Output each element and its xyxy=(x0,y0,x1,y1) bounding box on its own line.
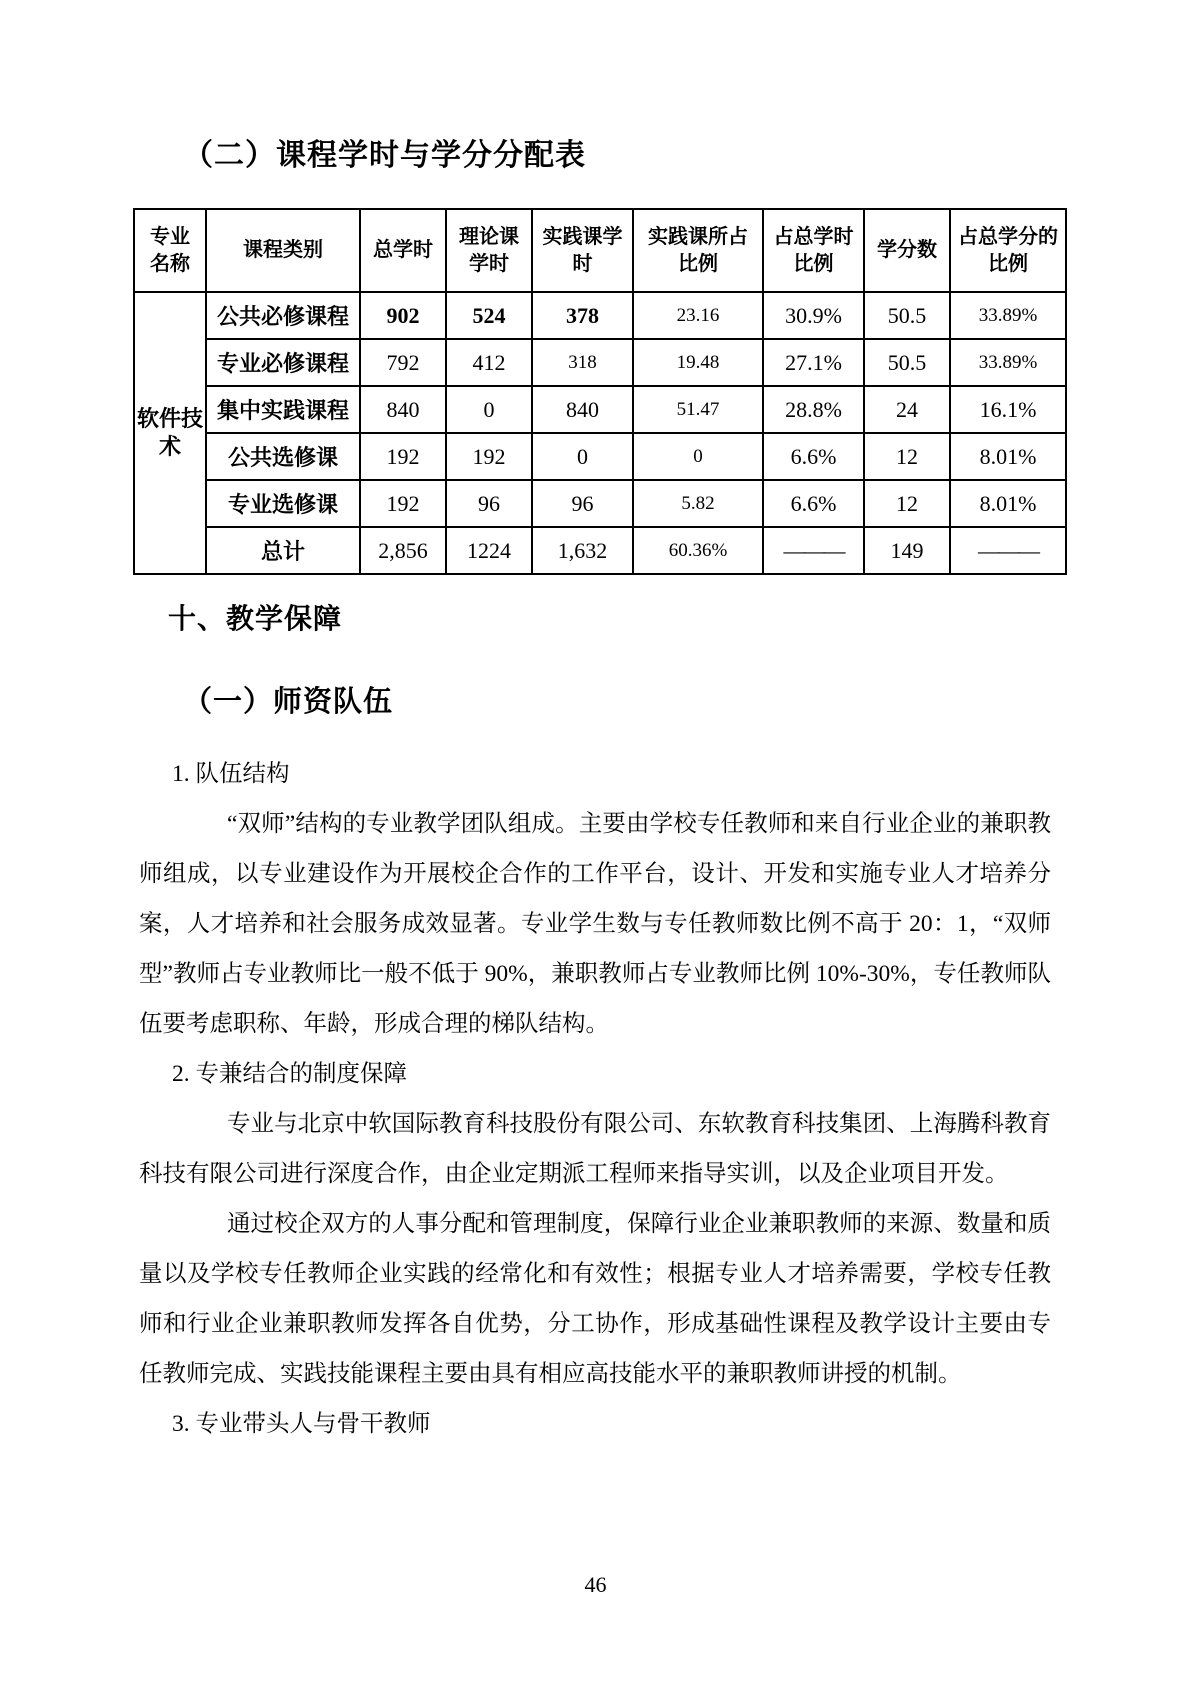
section-title: （二）课程学时与学分分配表 xyxy=(183,139,586,172)
table-row xyxy=(134,433,1066,480)
column-header-course-category: 课程类别 xyxy=(206,209,360,292)
cell-practice-ratio: 60.36% xyxy=(633,527,763,574)
hours-credits-table xyxy=(133,208,1067,575)
column-header-theory-hours: 理论课学时 xyxy=(446,209,532,292)
cell-credits: 50.5 xyxy=(864,292,950,339)
cell-category: 总计 xyxy=(206,527,360,574)
chapter-heading: 十、教学保障 xyxy=(168,603,343,634)
cell-total-hours: 192 xyxy=(360,480,446,527)
cell-credits-pct: 8.01% xyxy=(950,480,1066,527)
cell-practice-hours: 318 xyxy=(532,339,633,386)
paragraph-mechanism: 通过校企双方的人事分配和管理制度，保障行业企业兼职教师的来源、数量和质量以及学校专任教师企业实践的经常化和有效性；根据专业人才培养需要，学校专任教师和行业企业兼职教师发挥各自优势，分工协作，形成基础性课程及教学设计主要由专任教师完成、实践技能课程主要由具有相应高技能水平的兼职教师讲授的机制。 xyxy=(139,1211,1051,1387)
cell-total-hours-pct: 6.6% xyxy=(763,433,864,480)
cell-credits: 50.5 xyxy=(864,339,950,386)
column-header-major-name: 专业名称 xyxy=(134,209,206,292)
cell-total-hours: 792 xyxy=(360,339,446,386)
empty-dash: ——— xyxy=(978,537,1038,563)
empty-dash: ——— xyxy=(783,537,844,563)
cell-credits-pct xyxy=(950,527,1066,574)
cell-credits: 12 xyxy=(864,433,950,480)
column-header-total-hours-pct: 占总学时比例 xyxy=(763,209,864,292)
column-header-credits-pct: 占总学分的比例 xyxy=(950,209,1066,292)
subsection-heading: （一）师资队伍 xyxy=(183,686,394,718)
cell-total-hours-pct xyxy=(763,527,864,574)
cell-theory-hours: 96 xyxy=(446,480,532,527)
cell-theory-hours: 524 xyxy=(446,292,532,339)
cell-practice-hours: 1,632 xyxy=(532,527,633,574)
cell-practice-ratio: 5.82 xyxy=(633,480,763,527)
table-row xyxy=(134,339,1066,386)
list-item-1-title: 1. 队伍结构 xyxy=(172,761,290,787)
cell-theory-hours: 1224 xyxy=(446,527,532,574)
cell-category: 集中实践课程 xyxy=(206,386,360,433)
page-number: 46 xyxy=(584,1572,607,1597)
cell-practice-hours: 840 xyxy=(532,386,633,433)
cell-total-hours-pct: 30.9% xyxy=(763,292,864,339)
cell-practice-ratio: 23.16 xyxy=(633,292,763,339)
cell-total-hours: 902 xyxy=(360,292,446,339)
cell-credits-pct: 33.89% xyxy=(950,292,1066,339)
cell-total-hours: 2,856 xyxy=(360,527,446,574)
cell-theory-hours: 412 xyxy=(446,339,532,386)
cell-total-hours-pct: 6.6% xyxy=(763,480,864,527)
cell-credits: 149 xyxy=(864,527,950,574)
cell-practice-ratio: 0 xyxy=(633,433,763,480)
cell-practice-hours: 0 xyxy=(532,433,633,480)
cell-total-hours-pct: 28.8% xyxy=(763,386,864,433)
cell-credits-pct: 8.01% xyxy=(950,433,1066,480)
table-row xyxy=(134,386,1066,433)
cell-credits-pct: 33.89% xyxy=(950,339,1066,386)
cell-major-name: 软件技术 xyxy=(134,292,206,574)
cell-total-hours: 192 xyxy=(360,433,446,480)
list-item-3-title: 3. 专业带头人与骨干教师 xyxy=(172,1411,431,1437)
table-header-row xyxy=(134,209,1066,292)
cell-category: 公共选修课 xyxy=(206,433,360,480)
list-item-2-title: 2. 专兼结合的制度保障 xyxy=(172,1061,407,1087)
column-header-credits: 学分数 xyxy=(864,209,950,292)
cell-practice-ratio: 19.48 xyxy=(633,339,763,386)
cell-category: 公共必修课程 xyxy=(206,292,360,339)
table-row-total xyxy=(134,527,1066,574)
cell-total-hours-pct: 27.1% xyxy=(763,339,864,386)
cell-total-hours: 840 xyxy=(360,386,446,433)
cell-practice-ratio: 51.47 xyxy=(633,386,763,433)
body-text xyxy=(139,749,1051,1449)
column-header-total-hours: 总学时 xyxy=(360,209,446,292)
cell-credits: 12 xyxy=(864,480,950,527)
cell-credits: 24 xyxy=(864,386,950,433)
cell-credits-pct: 16.1% xyxy=(950,386,1066,433)
column-header-practice-hours: 实践课学时 xyxy=(532,209,633,292)
paragraph-cooperation: 专业与北京中软国际教育科技股份有限公司、东软教育科技集团、上海腾科教育科技有限公司进行深度合作，由企业定期派工程师来指导实训，以及企业项目开发。 xyxy=(139,1111,1051,1187)
table-row xyxy=(134,480,1066,527)
column-header-practice-ratio: 实践课所占比例 xyxy=(633,209,763,292)
cell-theory-hours: 192 xyxy=(446,433,532,480)
cell-practice-hours: 96 xyxy=(532,480,633,527)
cell-practice-hours: 378 xyxy=(532,292,633,339)
cell-category: 专业必修课程 xyxy=(206,339,360,386)
table-row xyxy=(134,292,1066,339)
cell-theory-hours: 0 xyxy=(446,386,532,433)
cell-category: 专业选修课 xyxy=(206,480,360,527)
paragraph-team-structure: “双师”结构的专业教学团队组成。主要由学校专任教师和来自行业企业的兼职教师组成，以专业建设作为开展校企合作的工作平台，设计、开发和实施专业人才培养分案，人才培养和社会服务成效显著。专业学生数与专任教师数比例不高于 20：1，“双师型”教师占专业教师比一般不低于 90%，兼职教师占专业教师比例 10%-30%，专任教师队伍要考虑职称、年龄，形成合理的梯队结构。 xyxy=(139,811,1051,1037)
